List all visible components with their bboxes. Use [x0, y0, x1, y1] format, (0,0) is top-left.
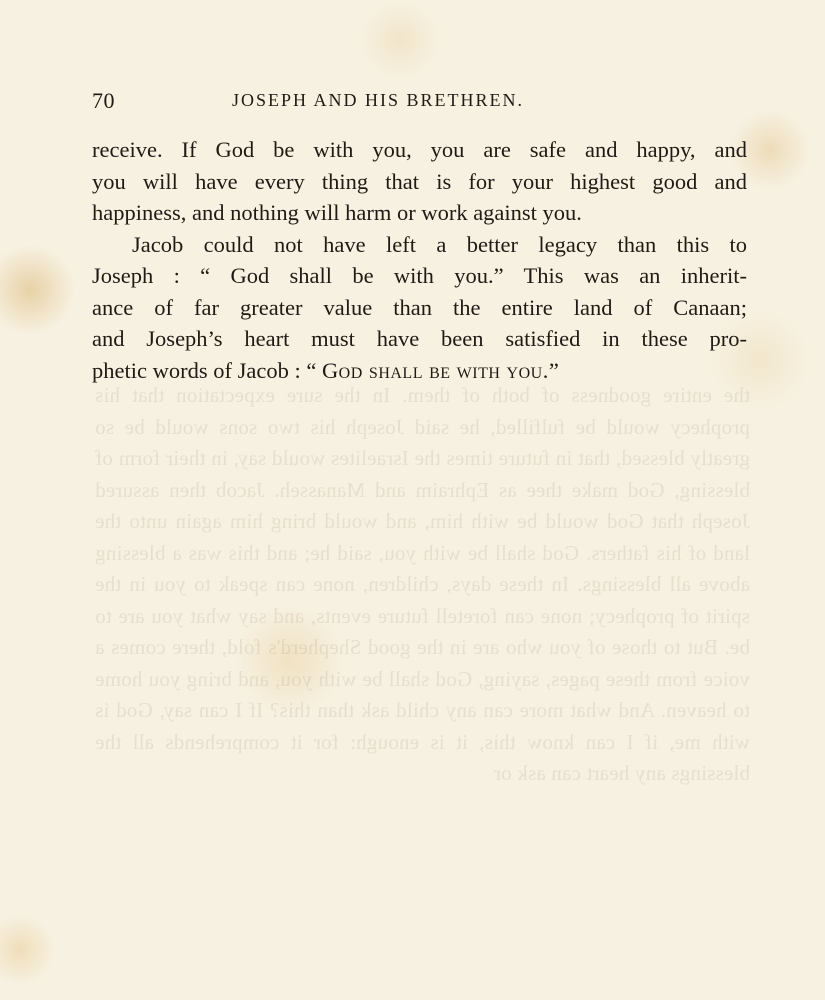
running-title: JOSEPH AND HIS BRETHREN.: [232, 90, 525, 110]
text-segment: phetic words of Jacob : “: [92, 357, 322, 383]
text-line: receive. If God be with you, you are safe and happy, and: [92, 137, 747, 162]
emphasized-quote: God shall be with you.: [321, 357, 549, 383]
text-line: Joseph : “ God shall be with you.” This was an inherit-: [92, 263, 747, 288]
paragraph-2: [92, 229, 747, 387]
text-line: and Joseph’s heart must have been satisfied in these pro-: [92, 326, 747, 351]
text-segment: ”: [548, 357, 559, 383]
show-through-background: the entire goodness of both of them. In the sure expectation that his prophecy would be fulfilled, he said Joseph his two sons would be so greatly blessed, that in future times the Israelites would say, in their form of blessing, God make thee as Ephraim and Manasseh. Jacob then assured Joseph that God would be with him, and would bring him again unto the land of his fathers. God shall be with you, said he; and this was a blessing above all blessings. In these days, children, none can speak to you in the spirit of prophecy; none can foretell future events, and say what you are to be. But to those of you who are in the good Shepherd's fold, there comes a voice from these pages, saying, God shall be with you, and bring you home to heaven. And what more can any child ask than this? If I can say, God is with me, if I can know this, it is enough: for it comprehends all the blessings any heart can ask or: [95, 383, 750, 785]
text-line: ance of far greater value than the entire land of Canaan;: [92, 294, 747, 320]
body-text: [92, 134, 747, 386]
text-line: happiness, and nothing will harm or work against you.: [92, 200, 582, 225]
paragraph-1: [92, 134, 747, 229]
text-line-final: [92, 355, 747, 387]
page-header: [92, 88, 752, 116]
text-line: Jacob could not have left a better legacy than this to: [132, 231, 747, 257]
page-number: 70: [92, 88, 115, 113]
text-line: you will have every thing that is for your highest good and: [92, 168, 747, 194]
